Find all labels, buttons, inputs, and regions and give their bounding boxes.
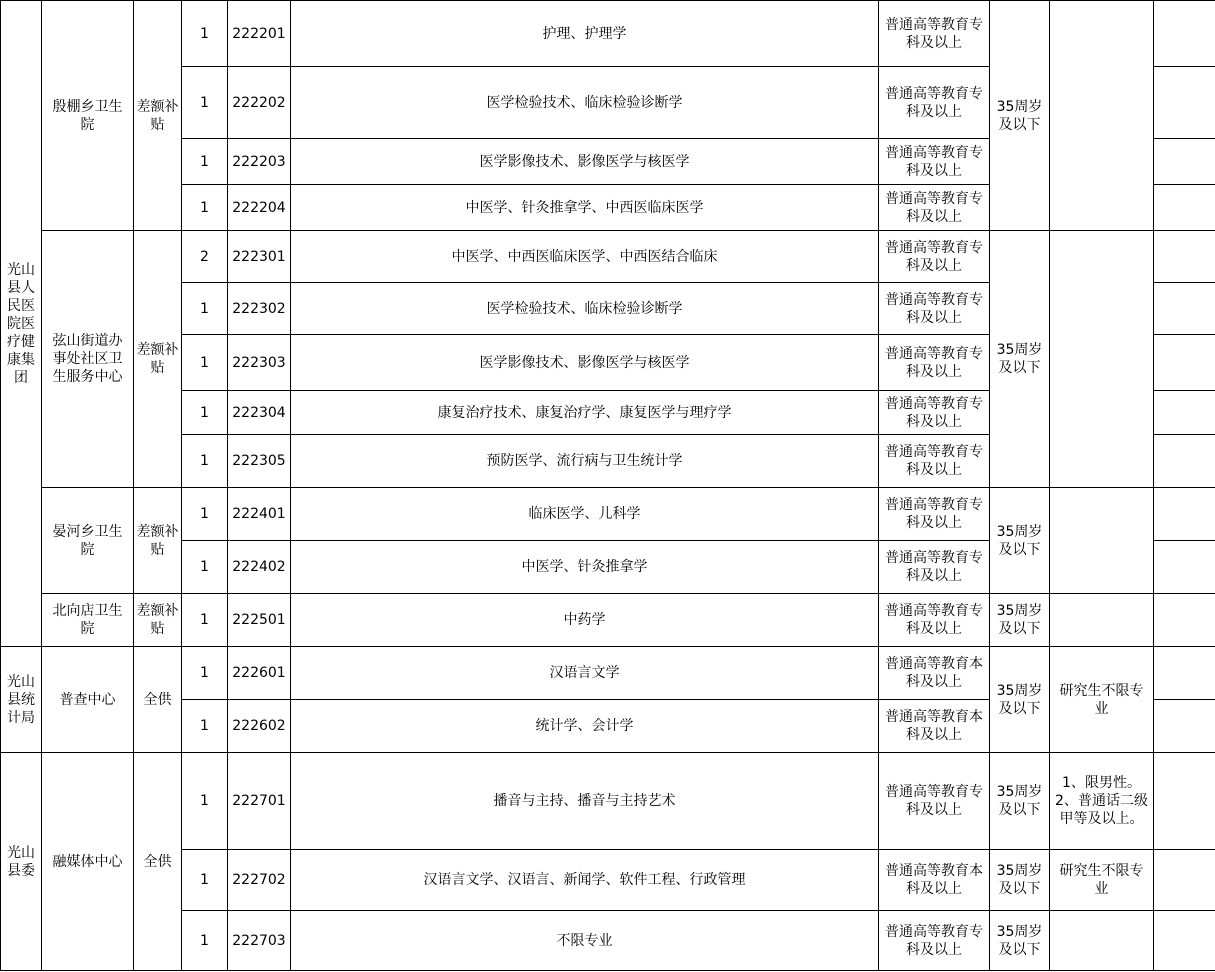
- education-cell: 普通高等教育专科及以上: [879, 435, 990, 488]
- position-code-cell: 222501: [228, 594, 291, 647]
- education-cell: 普通高等教育专科及以上: [879, 594, 990, 647]
- last-cell: [1154, 488, 1215, 541]
- position-code-cell: 222301: [228, 231, 291, 283]
- last-cell: [1154, 753, 1215, 850]
- age-cell: 35周岁及以下: [990, 594, 1050, 647]
- age-cell: 35周岁及以下: [990, 231, 1050, 488]
- education-cell: 普通高等教育专科及以上: [879, 231, 990, 283]
- headcount-cell: 2: [182, 231, 228, 283]
- last-cell: [1154, 435, 1215, 488]
- age-cell: 35周岁及以下: [990, 647, 1050, 753]
- education-cell: 普通高等教育专科及以上: [879, 1, 990, 67]
- headcount-cell: 1: [182, 647, 228, 700]
- headcount-cell: 1: [182, 594, 228, 647]
- headcount-cell: 1: [182, 335, 228, 391]
- major-cell: 护理、护理学: [291, 1, 879, 67]
- age-cell: 35周岁及以下: [990, 850, 1050, 911]
- major-cell: 汉语言文学: [291, 647, 879, 700]
- position-code-cell: 222203: [228, 139, 291, 185]
- headcount-cell: 1: [182, 67, 228, 139]
- education-cell: 普通高等教育本科及以上: [879, 700, 990, 753]
- unit-cell: 北向店卫生院: [42, 594, 134, 647]
- note-cell: [1050, 1, 1154, 231]
- position-code-cell: 222703: [228, 911, 291, 971]
- headcount-cell: 1: [182, 139, 228, 185]
- last-cell: [1154, 67, 1215, 139]
- age-cell: 35周岁及以下: [990, 753, 1050, 850]
- education-cell: 普通高等教育专科及以上: [879, 335, 990, 391]
- headcount-cell: 1: [182, 391, 228, 435]
- last-cell: [1154, 700, 1215, 753]
- major-cell: 中医学、针灸推拿学: [291, 541, 879, 594]
- position-code-cell: 222201: [228, 1, 291, 67]
- position-code-cell: 222304: [228, 391, 291, 435]
- position-code-cell: 222702: [228, 850, 291, 911]
- table-row: [1, 488, 1215, 541]
- position-code-cell: 222701: [228, 753, 291, 850]
- note-cell: [1050, 488, 1154, 594]
- unit-cell: 弦山街道办事处社区卫生服务中心: [42, 231, 134, 488]
- education-cell: 普通高等教育专科及以上: [879, 541, 990, 594]
- position-code-cell: 222204: [228, 185, 291, 231]
- position-code-cell: 222402: [228, 541, 291, 594]
- education-cell: 普通高等教育专科及以上: [879, 488, 990, 541]
- position-code-cell: 222305: [228, 435, 291, 488]
- unit-cell: 融媒体中心: [42, 753, 134, 971]
- position-code-cell: 222303: [228, 335, 291, 391]
- major-cell: 医学影像技术、影像医学与核医学: [291, 139, 879, 185]
- major-cell: 医学检验技术、临床检验诊断学: [291, 67, 879, 139]
- last-cell: [1154, 541, 1215, 594]
- education-cell: 普通高等教育专科及以上: [879, 753, 990, 850]
- funding-type-cell: 全供: [134, 753, 182, 971]
- headcount-cell: 1: [182, 850, 228, 911]
- last-cell: [1154, 185, 1215, 231]
- major-cell: 中医学、中西医临床医学、中西医结合临床: [291, 231, 879, 283]
- headcount-cell: 1: [182, 435, 228, 488]
- table-row: [1, 911, 1215, 971]
- unit-cell: 普查中心: [42, 647, 134, 753]
- major-cell: 康复治疗技术、康复治疗学、康复医学与理疗学: [291, 391, 879, 435]
- last-cell: [1154, 283, 1215, 335]
- table-row: [1, 647, 1215, 700]
- last-cell: [1154, 231, 1215, 283]
- major-cell: 中药学: [291, 594, 879, 647]
- funding-type-cell: 差额补贴: [134, 1, 182, 231]
- major-cell: 汉语言文学、汉语言、新闻学、软件工程、行政管理: [291, 850, 879, 911]
- major-cell: 临床医学、儿科学: [291, 488, 879, 541]
- headcount-cell: 1: [182, 911, 228, 971]
- table-row: [1, 1, 1215, 67]
- major-cell: 不限专业: [291, 911, 879, 971]
- last-cell: [1154, 139, 1215, 185]
- position-code-cell: 222401: [228, 488, 291, 541]
- headcount-cell: 1: [182, 541, 228, 594]
- headcount-cell: 1: [182, 1, 228, 67]
- education-cell: 普通高等教育本科及以上: [879, 647, 990, 700]
- last-cell: [1154, 647, 1215, 700]
- education-cell: 普通高等教育专科及以上: [879, 185, 990, 231]
- note-cell: [1050, 911, 1154, 971]
- department-cell: 光山县人民医院医疗健康集团: [1, 1, 42, 647]
- headcount-cell: 1: [182, 185, 228, 231]
- funding-type-cell: 差额补贴: [134, 488, 182, 594]
- headcount-cell: 1: [182, 488, 228, 541]
- headcount-cell: 1: [182, 753, 228, 850]
- last-cell: [1154, 594, 1215, 647]
- age-cell: 35周岁及以下: [990, 1, 1050, 231]
- table-row: [1, 231, 1215, 283]
- major-cell: 医学影像技术、影像医学与核医学: [291, 335, 879, 391]
- headcount-cell: 1: [182, 283, 228, 335]
- note-cell: 1、限男性。2、普通话二级甲等及以上。: [1050, 753, 1154, 850]
- position-code-cell: 222602: [228, 700, 291, 753]
- education-cell: 普通高等教育本科及以上: [879, 850, 990, 911]
- note-cell: [1050, 594, 1154, 647]
- major-cell: 预防医学、流行病与卫生统计学: [291, 435, 879, 488]
- table-row: [1, 594, 1215, 647]
- last-cell: [1154, 391, 1215, 435]
- headcount-cell: 1: [182, 700, 228, 753]
- education-cell: 普通高等教育专科及以上: [879, 283, 990, 335]
- major-cell: 播音与主持、播音与主持艺术: [291, 753, 879, 850]
- education-cell: 普通高等教育专科及以上: [879, 139, 990, 185]
- funding-type-cell: 差额补贴: [134, 231, 182, 488]
- education-cell: 普通高等教育专科及以上: [879, 391, 990, 435]
- department-cell: 光山县统计局: [1, 647, 42, 753]
- funding-type-cell: 全供: [134, 647, 182, 753]
- last-cell: [1154, 335, 1215, 391]
- note-cell: [1050, 231, 1154, 488]
- table-row: [1, 753, 1215, 850]
- last-cell: [1154, 850, 1215, 911]
- department-cell: 光山县委: [1, 753, 42, 971]
- education-cell: 普通高等教育专科及以上: [879, 911, 990, 971]
- position-code-cell: 222202: [228, 67, 291, 139]
- major-cell: 中医学、针灸推拿学、中西医临床医学: [291, 185, 879, 231]
- funding-type-cell: 差额补贴: [134, 594, 182, 647]
- age-cell: 35周岁及以下: [990, 488, 1050, 594]
- major-cell: 医学检验技术、临床检验诊断学: [291, 283, 879, 335]
- unit-cell: 殷棚乡卫生院: [42, 1, 134, 231]
- education-cell: 普通高等教育专科及以上: [879, 67, 990, 139]
- last-cell: [1154, 911, 1215, 971]
- position-code-cell: 222302: [228, 283, 291, 335]
- table-row: [1, 850, 1215, 911]
- unit-cell: 晏河乡卫生院: [42, 488, 134, 594]
- position-code-cell: 222601: [228, 647, 291, 700]
- last-cell: [1154, 1, 1215, 67]
- age-cell: 35周岁及以下: [990, 911, 1050, 971]
- note-cell: 研究生不限专业: [1050, 850, 1154, 911]
- note-cell: 研究生不限专业: [1050, 647, 1154, 753]
- major-cell: 统计学、会计学: [291, 700, 879, 753]
